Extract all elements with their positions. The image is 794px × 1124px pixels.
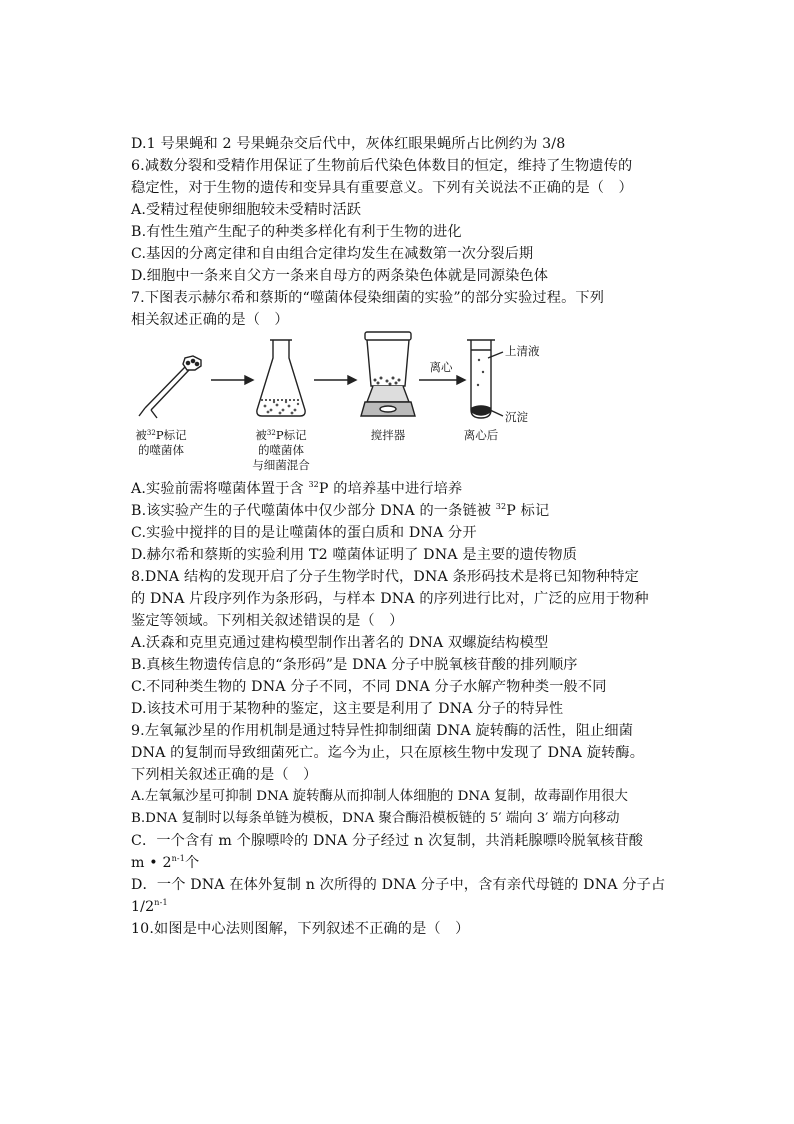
q6-option-a: A.受精过程使卵细胞较未受精时活跃 bbox=[131, 202, 362, 218]
q9-stem-line3: 下列相关叙述正确的是（ ） bbox=[131, 767, 318, 783]
q7-stem-line1: 7.下图表示赫尔希和蔡斯的“噬菌体侵染细菌的实验”的部分实验过程。下列 bbox=[131, 290, 605, 306]
q8-option-c: C.不同种类生物的 DNA 分子不同，不同 DNA 分子水解产物种类一般不同 bbox=[131, 679, 607, 695]
q9-option-c-line2: m • 2$^{n-1}$个 bbox=[131, 854, 200, 871]
caption-supernatant: 上清液 bbox=[505, 344, 540, 358]
q9-stem-line1: 9.左氧氟沙星的作用机制是通过特异性抑制细菌 DNA 旋转酶的活性，阻止细菌 bbox=[131, 723, 634, 739]
caption-after-centrifuge: 离心后 bbox=[463, 428, 499, 442]
q6-option-d: D.细胞中一条来自父方一条来自母方的两条染色体就是同源染色体 bbox=[131, 268, 549, 284]
q10-stem: 10.如图是中心法则图解，下列叙述不正确的是（ ） bbox=[131, 921, 470, 937]
arrow-icon bbox=[211, 376, 253, 384]
arrow-icon bbox=[314, 376, 356, 384]
q7-option-c: C.实验中搅拌的目的是让噬菌体的蛋白质和 DNA 分开 bbox=[131, 525, 477, 541]
q8-stem-line2: 的 DNA 片段序列作为条形码，与样本 DNA 的序列进行比对，广泛的应用于物种 bbox=[131, 591, 649, 607]
caption-centrifuge: 离心 bbox=[429, 360, 453, 374]
q9-option-b: B.DNA 复制时以每条单链为模板，DNA 聚合酶沿模板链的 5′ 端向 3′ 端方向移动 bbox=[131, 811, 620, 826]
q9-option-c-line1: C．一个含有 m 个腺嘌呤的 DNA 分子经过 n 次复制，共消耗腺嘌呤脱氧核苷酸 bbox=[131, 833, 644, 849]
q8-option-a: A.沃森和克里克通过建构模型制作出著名的 DNA 双螺旋结构模型 bbox=[131, 635, 549, 651]
caption-phage-bacteria-mix: 被$^{32}$P标记 的噬菌体 与细菌混合 bbox=[252, 428, 310, 472]
figure-drawing bbox=[131, 330, 551, 426]
phage-icon bbox=[139, 356, 201, 418]
q9-option-a: A.左氧氟沙星可抑制 DNA 旋转酶从而抑制人体细胞的 DNA 复制，故毒副作用很大 bbox=[131, 789, 628, 804]
caption-sediment: 沉淀 bbox=[505, 410, 528, 424]
caption-labeled-phage: 被$^{32}$P标记 的噬菌体 bbox=[135, 428, 187, 457]
q6-option-c: C.基因的分离定律和自由组合定律均发生在减数第一次分裂后期 bbox=[131, 246, 534, 262]
q5-option-d: D.1 号果蝇和 2 号果蝇杂交后代中，灰体红眼果蝇所占比例约为 3/8 bbox=[131, 136, 566, 152]
q8-stem-line3: 鉴定等领域。下列相关叙述错误的是（ ） bbox=[131, 613, 404, 629]
q6-option-b: B.有性生殖产生配子的种类多样化有利于生物的进化 bbox=[131, 224, 462, 240]
q8-option-d: D.该技术可用于某物种的鉴定，这主要是利用了 DNA 分子的特异性 bbox=[131, 701, 564, 717]
q6-stem-line2: 稳定性，对于生物的遗传和变异具有重要意义。下列有关说法不正确的是（ ） bbox=[131, 180, 633, 196]
q9-option-d-line2: 1/2$^{n-1}$ bbox=[131, 898, 168, 915]
q9-stem-line2: DNA 的复制而导致细菌死亡。迄今为止，只在原核生物中发现了 DNA 旋转酶。 bbox=[131, 745, 645, 761]
q7-option-d: D.赫尔希和蔡斯的实验利用 T2 噬菌体证明了 DNA 是主要的遗传物质 bbox=[131, 547, 578, 563]
centrifuge-arrow-icon bbox=[419, 376, 465, 384]
q9-option-d-line1: D．一个 DNA 在体外复制 n 次所得的 DNA 分子中，含有亲代母链的 DNA 分子占 bbox=[131, 877, 666, 893]
q7-option-a: A.实验前需将噬菌体置于含 $^{32}$P 的培养基中进行培养 bbox=[131, 480, 463, 497]
phage-experiment-figure bbox=[131, 330, 551, 478]
q6-stem-line1: 6.减数分裂和受精作用保证了生物前后代染色体数目的恒定，维持了生物遗传的 bbox=[131, 158, 633, 174]
test-tube-icon bbox=[467, 340, 503, 418]
caption-blender: 搅拌器 bbox=[370, 428, 406, 442]
flask-icon bbox=[257, 340, 305, 416]
q7-stem-line2: 相关叙述正确的是（ ） bbox=[131, 312, 289, 328]
q7-option-b: B.该实验产生的子代噬菌体中仅少部分 DNA 的一条链被 $^{32}$P 标记 bbox=[131, 502, 550, 519]
q8-stem-line1: 8.DNA 结构的发现开启了分子生物学时代，DNA 条形码技术是将已知物种特定 bbox=[131, 569, 639, 585]
blender-icon bbox=[361, 332, 415, 416]
q8-option-b: B.真核生物遗传信息的“条形码”是 DNA 分子中脱氧核苷酸的排列顺序 bbox=[131, 657, 578, 673]
